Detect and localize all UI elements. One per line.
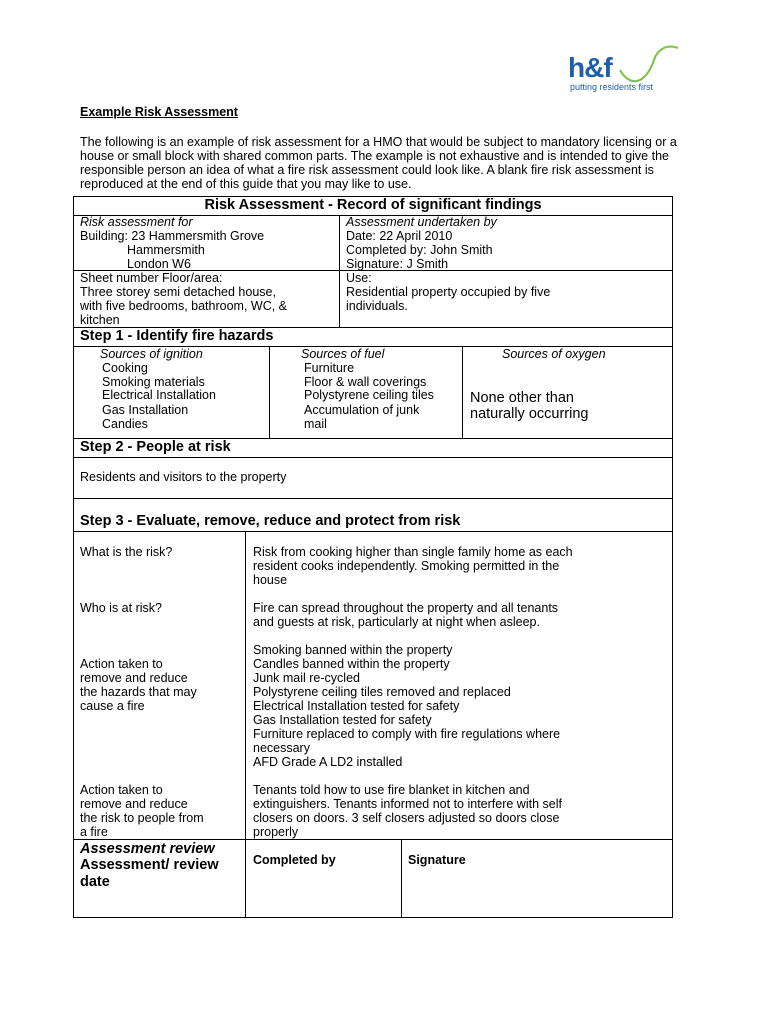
fuel-item: Floor & wall coverings <box>304 375 427 389</box>
ignition-item: Smoking materials <box>102 375 205 389</box>
question-people: remove and reduce <box>80 797 188 811</box>
logo-brand: h&f <box>568 52 612 83</box>
question-hazards: remove and reduce <box>80 671 188 685</box>
answer-line: necessary <box>253 741 310 755</box>
ignition-item: Cooking <box>102 361 148 375</box>
review-title: Assessment review <box>80 841 215 857</box>
oxygen-label: Sources of oxygen <box>502 347 606 361</box>
question-hazards: Action taken to <box>80 657 163 671</box>
question-people: the risk to people from <box>80 811 204 825</box>
ignition-label: Sources of ignition <box>100 347 203 361</box>
answer-line: house <box>253 573 288 587</box>
sheet-line-2: with five bedrooms, bathroom, WC, & <box>80 299 288 313</box>
intro-paragraph: The following is an example of risk assessment for a HMO that would be subject to mandatory licensing or a house or small block with shared common parts. The example is not exhaustive and is intended to give the responsible person an idea of what a fire risk assessment could look like. A blank fire risk assessment is reproduced at the end of this guide that you may like to use. <box>80 135 677 191</box>
answer-line: resident cooks independently. Smoking permitted in the <box>253 559 560 573</box>
question-hazards: the hazards that may <box>80 685 197 699</box>
ignition-item: Gas Installation <box>102 403 189 417</box>
use-line-2: individuals. <box>346 299 408 313</box>
logo-tagline: putting residents first <box>570 82 654 92</box>
question-people: Action taken to <box>80 783 163 797</box>
oxygen-line-2: naturally occurring <box>470 406 589 422</box>
ignition-item: Candies <box>102 417 148 431</box>
step2-text: Residents and visitors to the property <box>80 470 287 484</box>
answer-line: AFD Grade A LD2 installed <box>253 755 403 769</box>
answer-line: closers on doors. 3 self closers adjusted so doors close <box>253 811 560 825</box>
step3-title: Step 3 - Evaluate, remove, reduce and protect from risk <box>80 513 461 529</box>
signature: Signature: J Smith <box>346 257 449 271</box>
assessment-date: Date: 22 April 2010 <box>346 229 453 243</box>
answer-line: Electrical Installation tested for safety <box>253 699 460 713</box>
building-line-1: Building: 23 Hammersmith Grove <box>80 229 265 243</box>
answer-line: extinguishers. Tenants informed not to interfere with self <box>253 797 562 811</box>
building-line-3: London W6 <box>127 257 191 271</box>
step1-title: Step 1 - Identify fire hazards <box>80 328 274 344</box>
answer-line: Junk mail re-cycled <box>253 671 360 685</box>
use-line-1: Residential property occupied by five <box>346 285 551 299</box>
building-line-2: Hammersmith <box>127 243 205 257</box>
sheet-label: Sheet number Floor/area: <box>80 271 223 285</box>
fuel-item: Accumulation of junk <box>304 403 420 417</box>
review-signature: Signature <box>408 853 466 867</box>
step2-title: Step 2 - People at risk <box>80 439 231 455</box>
oxygen-line-1: None other than <box>470 390 574 406</box>
fuel-item: Furniture <box>304 361 355 375</box>
question-what-is-risk: What is the risk? <box>80 545 173 559</box>
review-completed-by: Completed by <box>253 853 336 867</box>
answer-line: Risk from cooking higher than single family home as each <box>253 545 573 559</box>
question-who-at-risk: Who is at risk? <box>80 601 162 615</box>
answer-line: Smoking banned within the property <box>253 643 453 657</box>
sheet-line-1: Three storey semi detached house, <box>80 285 276 299</box>
page-heading: Example Risk Assessment <box>80 105 238 119</box>
question-people: a fire <box>80 825 108 839</box>
completed-by: Completed by: John Smith <box>346 243 493 257</box>
answer-line: properly <box>253 825 299 839</box>
assessment-for-label: Risk assessment for <box>80 215 193 229</box>
use-label: Use: <box>346 271 372 285</box>
fuel-item: mail <box>304 417 327 431</box>
answer-line: Candles banned within the property <box>253 657 450 671</box>
question-hazards: cause a fire <box>80 699 145 713</box>
undertaken-label: Assessment undertaken by <box>346 215 497 229</box>
review-date-label: Assessment/ review <box>80 857 219 873</box>
answer-line: Furniture replaced to comply with fire regulations where <box>253 727 561 741</box>
sheet-line-3: kitchen <box>80 313 120 327</box>
review-date-label: date <box>80 874 110 890</box>
answer-line: Gas Installation tested for safety <box>253 713 432 727</box>
hf-logo <box>568 40 680 96</box>
fuel-label: Sources of fuel <box>301 347 385 361</box>
answer-line: Tenants told how to use fire blanket in kitchen and <box>253 783 530 797</box>
answer-line: and guests at risk, particularly at night when asleep. <box>253 615 540 629</box>
fuel-item: Polystyrene ceiling tiles <box>304 388 434 402</box>
form-title: Risk Assessment - Record of significant findings <box>204 197 542 213</box>
ignition-item: Electrical Installation <box>102 388 216 402</box>
answer-line: Fire can spread throughout the property and all tenants <box>253 601 559 615</box>
answer-line: Polystyrene ceiling tiles removed and replaced <box>253 685 511 699</box>
